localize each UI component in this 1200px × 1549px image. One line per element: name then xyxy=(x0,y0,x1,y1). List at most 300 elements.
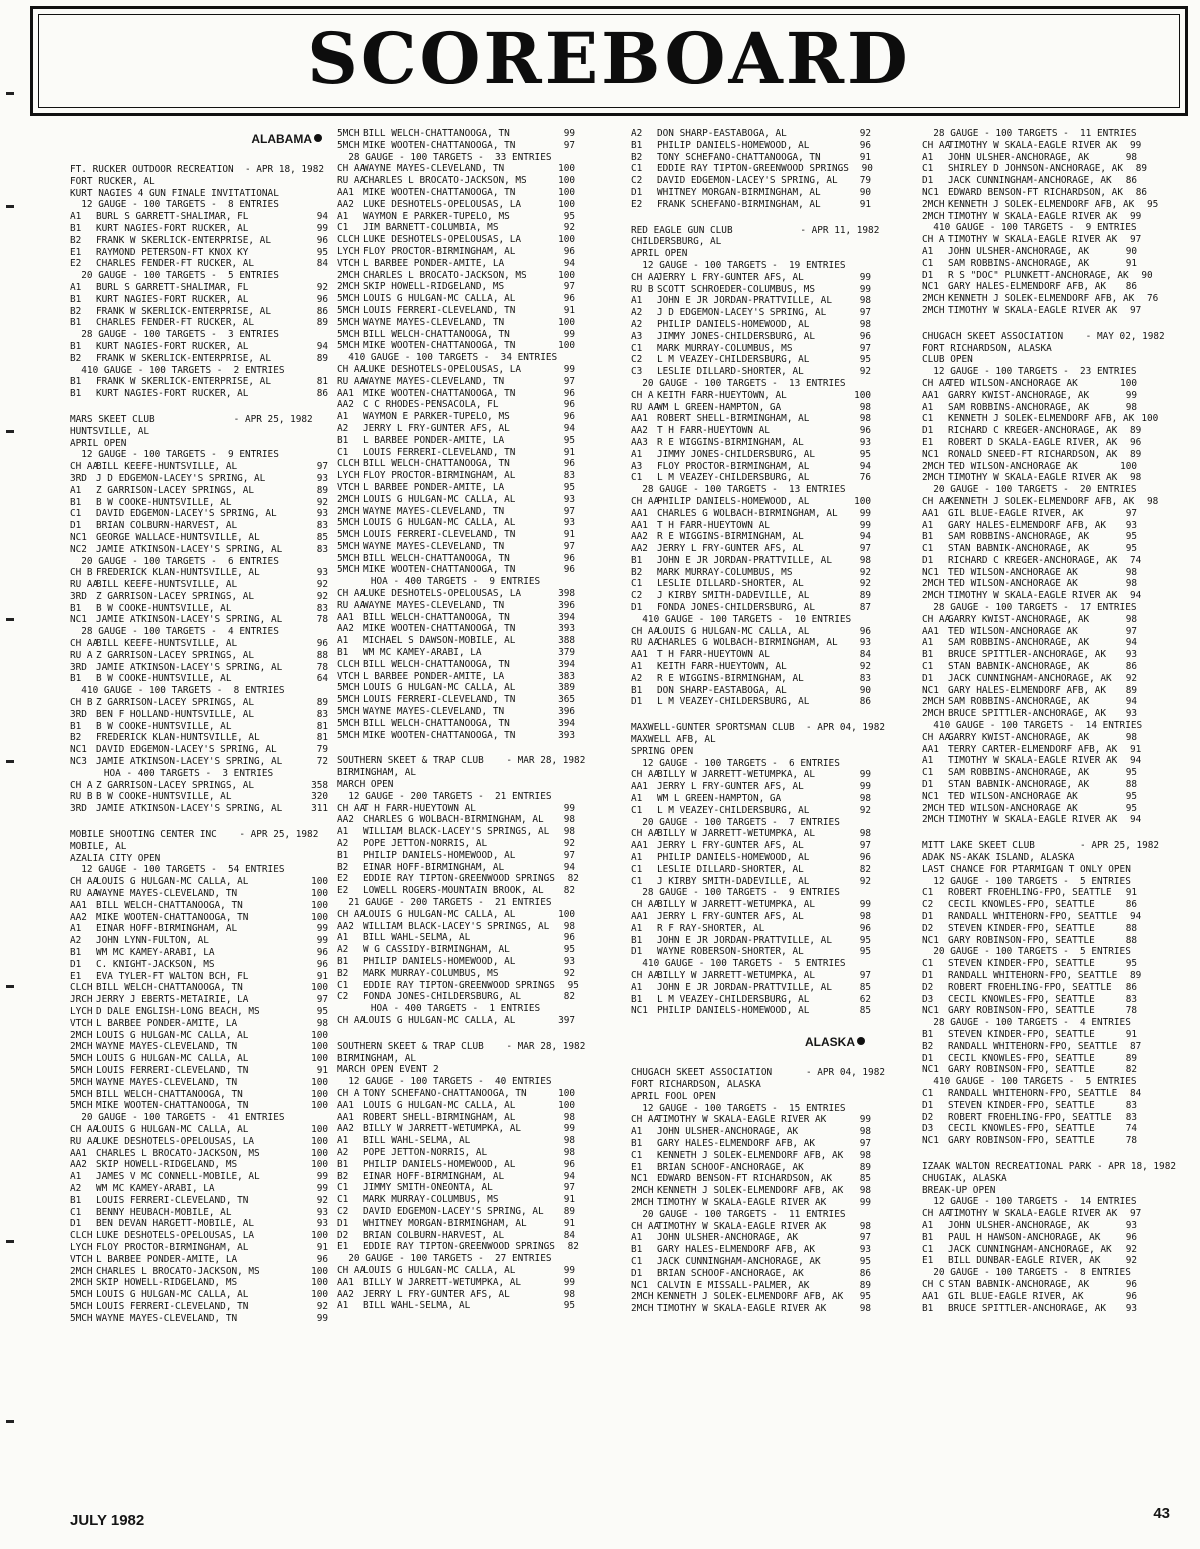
class-code: B1 xyxy=(337,647,349,659)
class-code: VTCH xyxy=(70,1253,93,1265)
result-row xyxy=(631,496,871,508)
class-code: 2MCH xyxy=(922,708,945,720)
event-header-line: 28 GAUGE - 100 TARGETS - 11 ENTRIES xyxy=(922,128,1137,139)
shooter-name: SKIP HOWELL-RIDGELAND, MS xyxy=(96,1159,238,1171)
score: 95 xyxy=(859,448,871,460)
score: 95 xyxy=(316,1005,328,1017)
score: 97 xyxy=(563,281,575,293)
class-code: CH A xyxy=(70,779,93,791)
shooter-name: WAYNE MAYES-CLEVELAND, TN xyxy=(363,375,505,387)
result-row xyxy=(337,187,575,199)
score: 86 xyxy=(1135,186,1147,198)
score: 388 xyxy=(558,635,575,647)
class-code: B1 xyxy=(631,993,643,1005)
result-row xyxy=(337,1100,575,1112)
class-code: A1 xyxy=(631,793,643,805)
result-row xyxy=(337,1171,575,1183)
shooter-name: BILL WELCH-CHATTANOOGA, TN xyxy=(363,328,510,340)
class-code: CH C xyxy=(922,1278,945,1290)
class-code: AA1 xyxy=(922,743,939,755)
score: 86 xyxy=(316,388,328,400)
result-row xyxy=(70,756,328,768)
result-row xyxy=(922,935,1137,947)
result-row xyxy=(922,1303,1137,1315)
class-code: CH AA xyxy=(631,1220,660,1232)
section-spacer xyxy=(337,1027,575,1041)
event-header-line: FORT RUCKER, AL xyxy=(70,175,155,187)
result-row xyxy=(922,1040,1142,1053)
score: 95 xyxy=(859,1291,871,1303)
result-row xyxy=(337,814,575,826)
shooter-name: EINAR HOFF-BIRMINGHAM, AL xyxy=(96,923,238,935)
event-header-line: MAXWELL-GUNTER SPORTSMAN CLUB - APR 04, 1982 xyxy=(631,722,885,734)
shooter-name: JERRY L FRY-GUNTER AFS, AL xyxy=(657,781,804,793)
result-row xyxy=(922,436,1142,449)
shooter-name: WAYMON E PARKER-TUPELO, MS xyxy=(363,411,510,423)
result-row xyxy=(337,564,575,576)
class-code: A1 xyxy=(70,923,82,935)
class-code: B1 xyxy=(70,602,82,614)
score: 94 xyxy=(1130,590,1142,602)
result-row xyxy=(922,614,1137,626)
margin-mark xyxy=(6,205,14,208)
result-row xyxy=(337,909,575,921)
class-code: D1 xyxy=(631,946,643,958)
result-row xyxy=(631,590,871,602)
class-code: AA1 xyxy=(631,507,648,519)
shooter-name: WILLIAM BLACK-LACEY'S SPRINGS, AL xyxy=(363,920,550,932)
result-row xyxy=(70,1242,328,1254)
result-row xyxy=(631,1005,871,1017)
event-header-line: CHUGACH SKEET ASSOCIATION - MAY 02, 1982 xyxy=(922,330,1165,342)
score: 87 xyxy=(1130,1040,1142,1052)
event-header-line: 12 GAUGE - 100 TARGETS - 23 ENTRIES xyxy=(922,366,1137,378)
score: 98 xyxy=(859,911,871,922)
class-code: AA2 xyxy=(337,1288,354,1300)
shooter-name: B W COOKE-HUNTSVILLE, AL xyxy=(96,673,232,685)
result-row xyxy=(922,1005,1137,1017)
score: 99 xyxy=(859,271,871,283)
shooter-name: WHITNEY MORGAN-BIRMINGHAM, AL xyxy=(363,1217,527,1229)
result-row xyxy=(631,828,871,840)
event-header-line: 28 GAUGE - 100 TARGETS - 17 ENTRIES xyxy=(922,602,1137,614)
result-row xyxy=(922,1123,1137,1135)
score: 96 xyxy=(563,387,575,399)
score: 100 xyxy=(1141,413,1159,425)
shooter-name: LOUIS FERRERI-CLEVELAND, TN xyxy=(363,446,516,458)
score: 89 xyxy=(316,697,328,709)
result-row xyxy=(337,388,575,400)
class-code: A1 xyxy=(922,245,934,257)
class-code: C3 xyxy=(631,366,643,378)
shooter-name: TIMOTHY W SKALA-EAGLE RIVER AK xyxy=(948,304,1118,316)
class-code: A1 xyxy=(70,1171,82,1183)
shooter-name: WAYNE MAYES-CLEVELAND, TN xyxy=(96,1041,238,1053)
class-code: NC1 xyxy=(922,448,939,460)
shooter-name: EINAR HOFF-BIRMINGHAM, AL xyxy=(363,861,505,873)
score: 78 xyxy=(316,614,328,626)
result-row xyxy=(922,402,1137,414)
shooter-name: RONALD SNEED-FT RICHARDSON, AK xyxy=(948,448,1118,460)
class-code: AA2 xyxy=(631,425,648,437)
event-header-line: FT. RUCKER OUTDOOR RECREATION - APR 18, 1982 xyxy=(70,164,324,175)
class-code: 5MCH xyxy=(70,1100,93,1112)
score: 91 xyxy=(1125,1028,1137,1040)
class-code: C1 xyxy=(631,1255,643,1267)
event-header-line: 21 GAUGE - 200 TARGETS - 21 ENTRIES xyxy=(337,897,552,908)
class-code: 2MCH xyxy=(922,460,945,472)
shooter-name: JOHN ULSHER-ANCHORAGE, AK xyxy=(948,151,1090,163)
class-code: B1 xyxy=(70,947,82,958)
score: 98 xyxy=(563,826,575,838)
result-row xyxy=(70,532,328,544)
score: 98 xyxy=(316,1017,328,1029)
class-code: CH B xyxy=(70,567,93,579)
shooter-name: JAMIE ATKINSON-LACEY'S SPRING, AL xyxy=(96,756,283,768)
class-code: NC3 xyxy=(70,756,87,768)
class-code: NC1 xyxy=(70,531,87,543)
class-code: CH AA xyxy=(631,769,660,781)
class-code: A2 xyxy=(70,1182,82,1194)
shooter-name: J KIRBY SMITH-DADEVILLE, AL xyxy=(657,875,810,887)
result-row xyxy=(70,247,328,259)
class-code: RU AA xyxy=(337,599,366,611)
score: 100 xyxy=(311,1147,328,1159)
class-code: 2MCH xyxy=(922,814,945,826)
class-code: 5MCH xyxy=(70,1289,93,1301)
shooter-name: STEVEN KINDER-FPO, SEATTLE xyxy=(948,922,1095,934)
event-header-line: 410 GAUGE - 100 TARGETS - 34 ENTRIES xyxy=(337,352,558,364)
class-code: 2MCH xyxy=(922,696,945,708)
result-row xyxy=(70,317,328,329)
event-header-line: 28 GAUGE - 100 TARGETS - 3 ENTRIES xyxy=(70,329,279,341)
result-row xyxy=(631,1185,871,1197)
shooter-name: B W COOKE-HUNTSVILLE, AL xyxy=(96,496,232,508)
class-code: D1 xyxy=(922,1052,934,1064)
event-header-line: 12 GAUGE - 100 TARGETS - 40 ENTRIES xyxy=(337,1076,552,1088)
score: 86 xyxy=(316,305,328,317)
score: 86 xyxy=(1125,981,1137,993)
shooter-name: FRANK W SKERLICK-ENTERPRISE, AL xyxy=(96,305,271,317)
class-code: C1 xyxy=(631,578,643,590)
class-code: C1 xyxy=(337,1182,349,1194)
score: 91 xyxy=(563,1217,575,1229)
shooter-name: WAYNE MAYES-CLEVELAND, TN xyxy=(363,540,505,552)
class-code: CH AA xyxy=(631,899,660,911)
result-row xyxy=(70,876,328,888)
shooter-name: FREDERICK KLAN-HUNTSVILLE, AL xyxy=(96,732,260,744)
score: 92 xyxy=(1125,1255,1137,1267)
class-code: RU AA xyxy=(631,637,660,649)
result-row xyxy=(631,284,871,296)
shooter-name: STAN BABNIK-ANCHORAGE, AK xyxy=(948,543,1090,555)
score: 396 xyxy=(558,599,575,611)
score: 100 xyxy=(558,269,575,281)
result-row xyxy=(70,780,328,792)
shooter-name: RAYMOND PETERSON-FT KNOX KY xyxy=(96,246,249,258)
result-row xyxy=(337,647,575,659)
result-row xyxy=(922,779,1137,791)
score: 95 xyxy=(859,934,871,946)
shooter-name: SHIRLEY D JOHNSON-ANCHORAGE, AK xyxy=(948,163,1123,175)
score: 99 xyxy=(563,1276,575,1288)
result-row xyxy=(631,1150,871,1162)
result-row xyxy=(70,982,328,994)
class-code: NC1 xyxy=(922,1064,939,1076)
shooter-name: CECIL KNOWLES-FPO, SEATTLE xyxy=(948,993,1095,1005)
result-row xyxy=(337,376,575,388)
class-code: CH AA xyxy=(70,638,99,650)
class-code: AA2 xyxy=(631,543,648,555)
shooter-name: PHILIP DANIELS-HOMEWOOD, AL xyxy=(657,139,810,151)
shooter-name: MARK MURRAY-COLUMBUS, MS xyxy=(363,1194,499,1206)
section-spacer xyxy=(70,150,328,164)
score: 98 xyxy=(859,413,871,425)
class-code: AA2 xyxy=(70,911,87,923)
result-row xyxy=(70,1195,328,1207)
score: 100 xyxy=(854,495,871,507)
shooter-name: TIMOTHY W SKALA-EAGLE RIVER AK xyxy=(948,755,1118,767)
score: 94 xyxy=(563,1170,575,1182)
result-row xyxy=(337,340,575,352)
score: 98 xyxy=(859,1185,871,1197)
score: 99 xyxy=(1125,389,1137,401)
result-row xyxy=(337,1123,575,1135)
class-code: D1 xyxy=(922,175,934,187)
class-code: C1 xyxy=(631,875,643,887)
shooter-name: DAVID EDGEMON-LACEY'S SPRING, AL xyxy=(96,744,277,756)
shooter-name: B W COOKE-HUNTSVILLE, AL xyxy=(96,791,232,803)
score: 92 xyxy=(859,804,871,816)
result-row xyxy=(631,1291,871,1303)
class-code: 2MCH xyxy=(70,1029,93,1041)
class-code: AA1 xyxy=(70,899,87,911)
shooter-name: FRANK W SKERLICK-ENTERPRISE, AL xyxy=(96,376,271,388)
class-code: D1 xyxy=(922,1099,934,1111)
shooter-name: POPE JETTON-NORRIS, AL xyxy=(363,1146,488,1158)
score: 99 xyxy=(563,1264,575,1276)
shooter-name: CHARLES FENDER-FT RUCKER, AL xyxy=(96,258,255,270)
result-row xyxy=(337,364,575,376)
score: 82 xyxy=(1125,1064,1137,1076)
result-row xyxy=(922,378,1137,390)
shooter-name: TED WILSON-ANCHORAGE AK xyxy=(948,625,1078,637)
result-row xyxy=(922,743,1142,756)
class-code: D1 xyxy=(70,958,82,970)
event-header-line: MITT LAKE SKEET CLUB - APR 25, 1982 xyxy=(922,840,1160,852)
class-code: 5MCH xyxy=(337,139,360,151)
result-row xyxy=(70,673,328,685)
class-code: A1 xyxy=(337,932,349,944)
class-code: D1 xyxy=(70,520,82,532)
score: 76 xyxy=(859,472,871,484)
shooter-name: LOUIS G HULGAN-MC CALLA, AL xyxy=(363,493,516,505)
result-row xyxy=(337,305,575,317)
class-code: RU AA xyxy=(70,579,99,591)
shooter-name: WM L GREEN-HAMPTON, GA xyxy=(657,793,782,805)
score: 79 xyxy=(316,744,328,756)
result-row xyxy=(337,470,575,482)
class-code: C1 xyxy=(631,472,643,484)
shooter-name: LUKE DESHOTELS-OPELOUSAS, LA xyxy=(363,198,522,210)
shooter-name: KENNETH J SOLEK-ELMENDORF AFB, AK xyxy=(657,1149,844,1161)
event-header-line: FORT RICHARDSON, ALASKA xyxy=(922,342,1052,354)
class-code: 2MCH xyxy=(70,1277,93,1289)
shooter-name: MARK MURRAY-COLUMBUS, MS xyxy=(657,342,793,354)
result-row xyxy=(70,306,328,318)
class-code: AA2 xyxy=(337,920,354,932)
score: 100 xyxy=(558,1087,575,1099)
shooter-name: CALVIN E MISSALL-PALMER, AK xyxy=(657,1279,810,1291)
score: 86 xyxy=(859,696,871,708)
shooter-name: SKIP HOWELL-RIDGELAND, MS xyxy=(363,281,505,293)
class-code: CLCH xyxy=(337,458,360,470)
result-row xyxy=(70,912,328,924)
class-code: RU AA xyxy=(631,401,660,413)
class-code: CH AA xyxy=(631,828,660,840)
event-header-line: SOUTHERN SKEET & TRAP CLUB - MAR 28, 1982 xyxy=(337,755,586,767)
margin-mark xyxy=(6,1420,14,1423)
result-row xyxy=(70,282,328,294)
shooter-name: FLOY PROCTOR-BIRMINGHAM, AL xyxy=(363,245,516,257)
score: 89 xyxy=(563,1205,575,1217)
result-row xyxy=(70,638,328,650)
class-code: D1 xyxy=(922,969,934,981)
score: 96 xyxy=(563,458,575,470)
score: 74 xyxy=(1125,1123,1137,1135)
shooter-name: JIM BARNETT-COLUMBIA, MS xyxy=(363,222,499,234)
score: 94 xyxy=(859,460,871,472)
score: 99 xyxy=(316,1182,328,1194)
class-code: A1 xyxy=(922,401,934,413)
result-row xyxy=(631,1303,871,1315)
results-column-3 xyxy=(631,128,885,1458)
result-row xyxy=(337,211,575,223)
result-row xyxy=(631,366,871,378)
shooter-name: LUKE DESHOTELS-OPELOUSAS, LA xyxy=(96,1230,255,1242)
score: 89 xyxy=(859,1279,871,1291)
score: 86 xyxy=(1125,175,1137,187)
shooter-name: STEVEN KINDER-FPO, SEATTLE xyxy=(948,958,1095,970)
result-row xyxy=(631,637,871,649)
class-code: B2 xyxy=(70,352,82,364)
score: 99 xyxy=(563,128,575,139)
result-row xyxy=(631,567,871,579)
result-row xyxy=(337,1147,575,1159)
score: 98 xyxy=(1125,401,1137,413)
shooter-name: EDDIE RAY TIPTON-GREENWOOD SPRINGS xyxy=(363,1241,555,1253)
result-row xyxy=(922,969,1142,982)
result-row xyxy=(70,994,328,1006)
shooter-name: PHILIP DANIELS-HOMEWOOD, AL xyxy=(363,1158,516,1170)
result-row xyxy=(922,899,1137,911)
score: 99 xyxy=(859,899,871,911)
shooter-name: WM MC KAMEY-ARABI, LA xyxy=(96,947,215,958)
shooter-name: MICHAEL S DAWSON-MOBILE, AL xyxy=(363,635,516,647)
class-code: D1 xyxy=(922,269,934,281)
result-row xyxy=(922,887,1137,899)
score: 100 xyxy=(1120,460,1137,472)
class-code: 5MCH xyxy=(337,729,360,741)
score: 98 xyxy=(563,1135,575,1147)
class-code: B1 xyxy=(631,554,643,566)
score: 98 xyxy=(1125,578,1137,590)
score: 100 xyxy=(311,1135,328,1147)
shooter-name: STAN BABNIK-ANCHORAGE, AK xyxy=(948,661,1090,673)
result-row xyxy=(922,210,1142,223)
score: 96 xyxy=(316,958,328,970)
shooter-name: FRANK W SKERLICK-ENTERPRISE, AL xyxy=(96,234,271,246)
event-header-line: 20 GAUGE - 100 TARGETS - 8 ENTRIES xyxy=(922,1267,1131,1279)
shooter-name: LOUIS FERRERI-CLEVELAND, TN xyxy=(363,694,516,706)
result-row xyxy=(337,1277,575,1289)
class-code: CH B xyxy=(70,697,93,709)
class-code: B2 xyxy=(922,1040,934,1052)
result-row xyxy=(631,472,871,484)
result-row xyxy=(70,721,328,733)
result-row xyxy=(922,425,1142,437)
class-code: 5MCH xyxy=(337,529,360,541)
shooter-name: RANDALL WHITEHORN-FPO, SEATTLE xyxy=(948,1087,1118,1099)
shooter-name: JERRY L FRY-GUNTER AFS, AL xyxy=(657,840,804,852)
score: 99 xyxy=(859,507,871,519)
score: 98 xyxy=(859,1220,871,1232)
score: 96 xyxy=(316,638,328,650)
result-row xyxy=(337,826,575,838)
class-code: LYCH xyxy=(70,1241,93,1253)
result-row xyxy=(922,1291,1137,1303)
class-code: AA2 xyxy=(337,814,354,826)
score: 96 xyxy=(859,139,871,151)
class-code: CLCH xyxy=(70,982,93,994)
score: 91 xyxy=(563,304,575,316)
score: 93 xyxy=(859,436,871,448)
score: 99 xyxy=(316,935,328,947)
score: 85 xyxy=(316,531,328,543)
class-code: C1 xyxy=(922,1087,934,1099)
result-row xyxy=(631,1138,871,1150)
score: 100 xyxy=(311,1159,328,1171)
score: 96 xyxy=(859,852,871,864)
score: 97 xyxy=(859,840,871,852)
result-row xyxy=(337,1159,575,1171)
result-row xyxy=(631,413,871,425)
shooter-name: C. KNIGHT-JACKSON, MS xyxy=(96,958,215,970)
result-row xyxy=(631,982,871,994)
shooter-name: GARY ROBINSON-FPO, SEATTLE xyxy=(948,934,1095,946)
shooter-name: JACK CUNNINGHAM-ANCHORAGE, AK xyxy=(657,1255,821,1267)
score: 398 xyxy=(558,588,575,600)
shooter-name: GARRY KWIST-ANCHORAGE, AK xyxy=(948,613,1090,625)
class-code: C2 xyxy=(337,991,349,1003)
shooter-name: TED WILSON-ANCHORAGE AK xyxy=(948,802,1078,814)
score: 91 xyxy=(1125,887,1137,899)
event-header-line: MARS SKEET CLUB - APR 25, 1982 xyxy=(70,413,313,425)
class-code: C2 xyxy=(922,899,934,911)
result-row xyxy=(337,588,575,600)
score: 92 xyxy=(859,128,871,139)
section-spacer xyxy=(631,708,871,722)
result-row xyxy=(631,1114,871,1126)
shooter-name: TIMOTHY W SKALA-EAGLE RIVER AK xyxy=(657,1196,827,1208)
result-row xyxy=(922,1220,1137,1232)
score: 93 xyxy=(1125,519,1137,531)
class-code: NC1 xyxy=(70,744,87,756)
shooter-name: MIKE WOOTEN-CHATTANOOGA, TN xyxy=(363,387,516,399)
result-row xyxy=(922,626,1137,638)
shooter-name: TED WILSON-ANCHORAGE AK xyxy=(948,566,1078,578)
result-row xyxy=(337,281,575,293)
